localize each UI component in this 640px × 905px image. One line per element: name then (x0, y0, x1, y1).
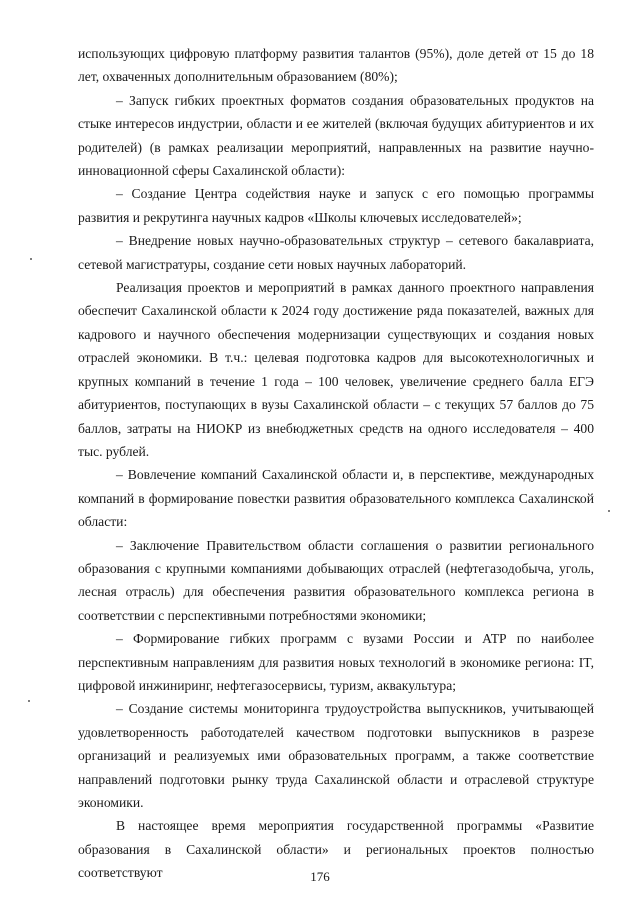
scan-speck (30, 258, 32, 260)
bullet-flexible-programs: – Формирование гибких программ с вузами России и АТР по наиболее перспективным направлениям для развития новых технологий в экономике региона: IT, цифровой инжиниринг, нефтегазосервисы, туризм, аквакультура; (78, 631, 594, 693)
paragraph-current-state: В настоящее время мероприятия государственной программы «Развитие образования в Сахалинской области» и региональных проектов полностью соответствуют (78, 818, 594, 881)
bullet-flexible-formats: – Запуск гибких проектных форматов создания образовательных продуктов на стыке интересов индустрии, области и ее жителей (включая будущих абитуриентов и их родителей) (в рамках реализации мероприятий, направленных на развитие научно-инновационной сферы Сахалинской области): (78, 92, 594, 179)
bullet-network-structures: – Внедрение новых научно-образовательных структур – сетевого бакалавриата, сетевой магистратуры, создание сети новых научных лабораторий. (78, 233, 594, 272)
scan-speck (608, 510, 610, 512)
bullet-employment-monitoring: – Создание системы мониторинга трудоустройства выпускников, учитывающей удовлетворенность работодателей качеством подготовки выпускников в разрезе организаций и реализуемых ими образовательных программ, а также соответствие направлений подготовки рынку труда Сахалинской области и отраслевой структуре экономики. (78, 701, 594, 810)
document-body (78, 42, 594, 885)
bullet-science-center: – Создание Центра содействия науке и запуск с его помощью программы развития и рекрутинга научных кадров «Школы ключевых исследователей»; (78, 186, 594, 225)
paragraph-continuation: использующих цифровую платформу развития талантов (95%), доле детей от 15 до 18 лет, охваченных дополнительным образованием (80%); (78, 46, 594, 85)
page-number: 176 (310, 869, 330, 884)
paragraph-results-2024: Реализация проектов и мероприятий в рамках данного проектного направления обеспечит Сахалинской области к 2024 году достижение ряда показателей, важных для кадрового и научного обеспечения модернизации существующих и создания новых отраслей экономики. В т.ч.: целевая подготовка кадров для высокотехнологичных и крупных компаний в течение 1 года – 100 человек, увеличение среднего балла ЕГЭ абитуриентов, поступающих в вузы Сахалинской области – с текущих 57 баллов до 75 баллов, затраты на НИОКР из внебюджетных средств на одного исследователя – 400 тыс. рублей. (78, 280, 594, 459)
scan-speck (28, 700, 30, 702)
bullet-company-involvement: – Вовлечение компаний Сахалинской области и, в перспективе, международных компаний в формирование повестки развития образовательного комплекса Сахалинской области: (78, 467, 594, 530)
bullet-government-agreement: – Заключение Правительством области соглашения о развитии регионального образования с крупными компаниями добывающих отраслей (нефтегазодобыча, уголь, лесная отрасль) для обеспечения развития образовательного комплекса региона в соответствии с перспективными потребностями экономики; (78, 537, 594, 623)
